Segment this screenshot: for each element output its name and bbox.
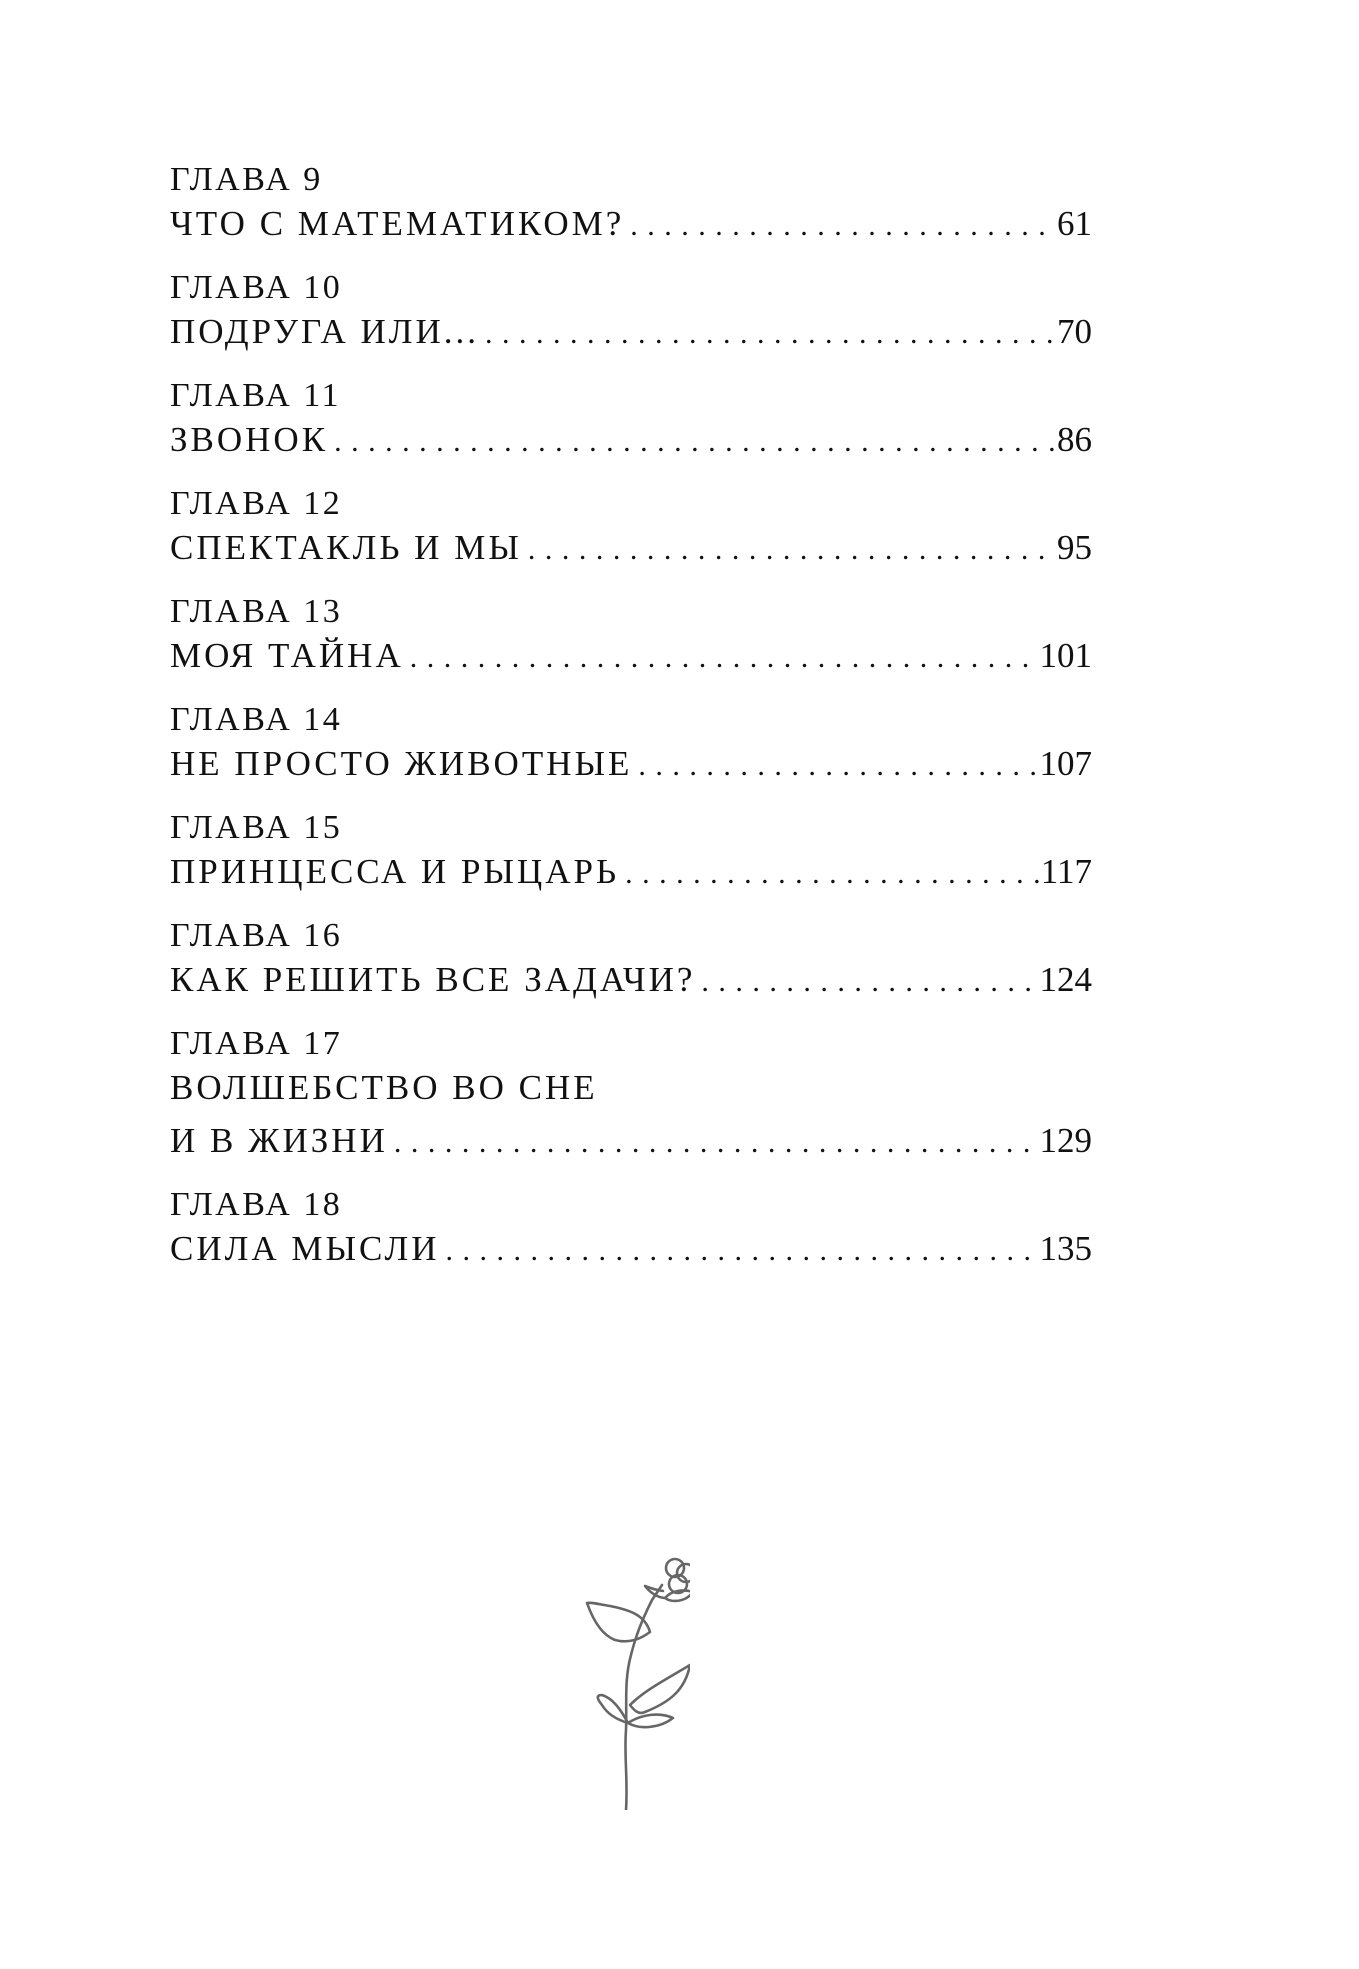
chapter-title: МОЯ ТАЙНА [170, 636, 404, 675]
dot-leader [638, 739, 1037, 792]
chapter-title-line [170, 953, 1092, 1006]
chapter-label: ГЛАВА 17 [170, 1025, 343, 1062]
chapter-title: КАК РЕШИТЬ ВСЕ ЗАДАЧИ? [170, 960, 696, 999]
chapter-label: ГЛАВА 18 [170, 1186, 343, 1223]
chapter-title-line [170, 413, 1092, 466]
chapter-title-line [170, 845, 1092, 898]
chapter-title-line [170, 197, 1092, 250]
chapter-title: ВОЛШЕБСТВО ВО СНЕ [170, 1068, 598, 1107]
toc-entry[interactable] [170, 703, 1092, 790]
dot-leader [630, 199, 1055, 252]
dot-leader [446, 1224, 1038, 1277]
chapter-label: ГЛАВА 12 [170, 485, 343, 522]
dot-leader [394, 1116, 1038, 1169]
chapter-label: ГЛАВА 16 [170, 917, 343, 954]
toc-entry[interactable] [170, 811, 1092, 898]
chapter-title-line [170, 1114, 1092, 1167]
chapter-title: ПОДРУГА ИЛИ... [170, 312, 480, 351]
chapter-label: ГЛАВА 11 [170, 377, 342, 414]
page-number: 61 [1057, 204, 1092, 243]
toc-entry[interactable] [170, 1027, 1092, 1167]
toc-entry[interactable] [170, 163, 1092, 250]
dot-leader [625, 847, 1039, 900]
page-number: 135 [1039, 1229, 1092, 1268]
chapter-title-line [170, 1222, 1092, 1275]
dot-leader [485, 307, 1055, 360]
page-number: 124 [1039, 960, 1092, 999]
chapter-title-line [170, 521, 1092, 574]
toc-entry[interactable] [170, 379, 1092, 466]
chapter-title-line [170, 737, 1092, 790]
flower-sprig-icon [560, 1540, 690, 1810]
chapter-label: ГЛАВА 9 [170, 161, 323, 198]
chapter-title: СИЛА МЫСЛИ [170, 1229, 440, 1268]
toc-entry[interactable] [170, 1188, 1092, 1275]
chapter-label: ГЛАВА 14 [170, 701, 343, 738]
dot-leader [410, 631, 1038, 684]
page-number: 107 [1039, 744, 1092, 783]
chapter-title-line [170, 305, 1092, 358]
chapter-title: ЧТО С МАТЕМАТИКОМ? [170, 204, 625, 243]
chapter-title: НЕ ПРОСТО ЖИВОТНЫЕ [170, 744, 633, 783]
chapter-title: ПРИНЦЕССА И РЫЦАРЬ [170, 852, 620, 891]
dot-leader [701, 955, 1037, 1008]
page-number: 129 [1039, 1121, 1092, 1160]
page-number: 95 [1057, 528, 1092, 567]
chapter-label: ГЛАВА 15 [170, 809, 343, 846]
table-of-contents [170, 163, 1092, 1275]
page-number: 117 [1040, 852, 1092, 891]
chapter-title: СПЕКТАКЛЬ И МЫ [170, 528, 522, 567]
chapter-title: ЗВОНОК [170, 420, 329, 459]
toc-entry[interactable] [170, 919, 1092, 1006]
chapter-title-line [170, 1061, 1092, 1114]
toc-entry[interactable] [170, 487, 1092, 574]
chapter-title-line [170, 629, 1092, 682]
page-number: 86 [1057, 420, 1092, 459]
chapter-label: ГЛАВА 13 [170, 593, 343, 630]
dot-leader [528, 523, 1055, 576]
chapter-label: ГЛАВА 10 [170, 269, 343, 306]
page-number: 101 [1039, 636, 1092, 675]
chapter-title-continued: И В ЖИЗНИ [170, 1121, 388, 1160]
toc-entry[interactable] [170, 595, 1092, 682]
toc-entry[interactable] [170, 271, 1092, 358]
page-number: 70 [1057, 312, 1092, 351]
dot-leader [334, 415, 1055, 468]
